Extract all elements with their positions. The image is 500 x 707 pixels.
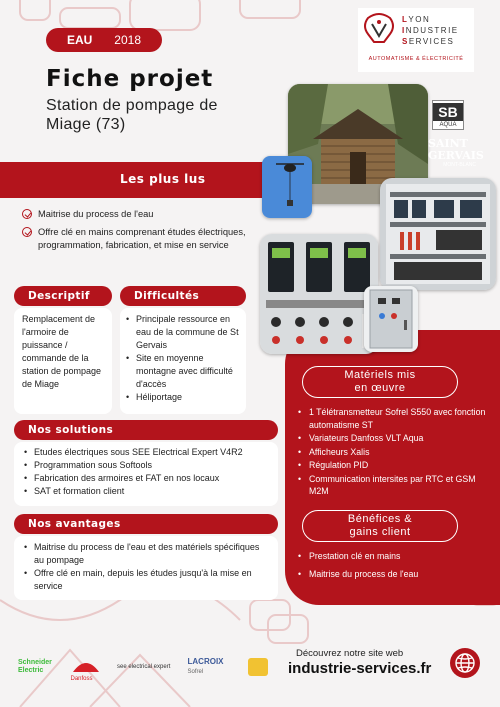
- photo-gray-cabinet: [364, 286, 418, 352]
- company-name: LYON INDUSTRIE SERVICES: [402, 15, 459, 46]
- list-item: • Régulation PID: [298, 459, 486, 472]
- descriptif-text: Remplacement de l'armoire de puissance / commande de la station de pompage de Miage: [22, 314, 102, 389]
- plus-lus-title: Les plus lus: [120, 172, 206, 186]
- check-circle-icon: [22, 209, 32, 219]
- see-electrical-logo: see electrical expert: [117, 663, 171, 670]
- list-item: • Site en moyenne montagne avec difficulté d'accès: [126, 352, 240, 391]
- list-item: • Fabrication des armoires et FAT en nos locaux: [24, 472, 268, 485]
- danfoss-icon: [71, 658, 101, 676]
- project-year: 2018: [114, 33, 141, 47]
- list-item: • Héliportage: [126, 391, 240, 404]
- xalis-logo-icon: [248, 658, 268, 676]
- materiels-list: [298, 406, 486, 499]
- list-item: • Programmation sous Softools: [24, 459, 268, 472]
- benefices-list: [298, 550, 486, 581]
- website-link[interactable]: industrie-services.fr: [288, 660, 432, 677]
- list-item: • Principale ressource en eau de la commune de St Gervais: [126, 313, 240, 352]
- list-item: • Maitrise du process de l'eau: [298, 568, 486, 581]
- list-item: • Offre clé en main, depuis les études jusqu'à la mise en service: [24, 567, 268, 593]
- solutions-box: [14, 442, 278, 506]
- list-item: • Afficheurs Xalis: [298, 446, 486, 459]
- list-item: • Variateurs Danfoss VLT Aqua: [298, 432, 486, 445]
- check-circle-icon: [22, 227, 32, 237]
- visit-website-text: Découvrez notre site web: [296, 648, 404, 659]
- partner-logos: [18, 652, 268, 682]
- list-item: • Communication intersites par RTC et GSM M2M: [298, 473, 486, 498]
- globe-icon[interactable]: [450, 648, 480, 678]
- photo-variable-drives: [260, 234, 378, 354]
- materiels-header: Matériels mis en œuvre: [302, 366, 458, 398]
- list-item: • SAT et formation client: [24, 485, 268, 498]
- list-item: Maitrise du process de l'eau: [22, 208, 272, 221]
- lacroix-logo: LACROIX Sofrel: [187, 657, 224, 675]
- category-badge: [46, 28, 162, 52]
- plus-lus-list: [22, 208, 272, 257]
- page-title: Fiche projet: [46, 66, 214, 92]
- difficultes-header: Difficultés: [120, 286, 246, 306]
- descriptif-box: [14, 308, 112, 414]
- solutions-header: Nos solutions: [14, 420, 278, 440]
- sb-aqua-logo: SB AQUA: [432, 100, 464, 130]
- saint-gervais-logo: SAINT GERVAIS MONT-BLANC: [428, 137, 484, 168]
- list-item: • Maitrise du process de l'eau et des matériels spécifiques au pompage: [24, 541, 268, 567]
- danfoss-logo: Danfoss: [71, 658, 105, 676]
- company-logo: [358, 8, 474, 72]
- list-item: Offre clé en mains comprenant études électriques, programmation, fabrication, et mise en service: [22, 226, 272, 252]
- list-item: • Prestation clé en mains: [298, 550, 486, 563]
- photo-cabinet-interior: [380, 178, 496, 290]
- benefices-header: Bénéfices & gains client: [302, 510, 458, 542]
- avantages-header: Nos avantages: [14, 514, 278, 534]
- list-item: • 1 Télétransmetteur Sofrel S550 avec fonction automatisme ST: [298, 406, 486, 431]
- category-label: EAU: [66, 33, 93, 47]
- list-item: • Etudes électriques sous SEE Electrical Expert V4R2: [24, 446, 268, 459]
- avantages-box: [14, 536, 278, 600]
- page-subtitle: Station de pompage de Miage (73): [46, 97, 218, 133]
- difficultes-box: [120, 308, 246, 414]
- schneider-logo: Schneider Electric: [18, 659, 52, 674]
- company-tagline: AUTOMATISME & ÉLECTRICITÉ: [368, 56, 464, 62]
- descriptif-header: Descriptif: [14, 286, 112, 306]
- company-logo-mark-icon: [362, 12, 396, 48]
